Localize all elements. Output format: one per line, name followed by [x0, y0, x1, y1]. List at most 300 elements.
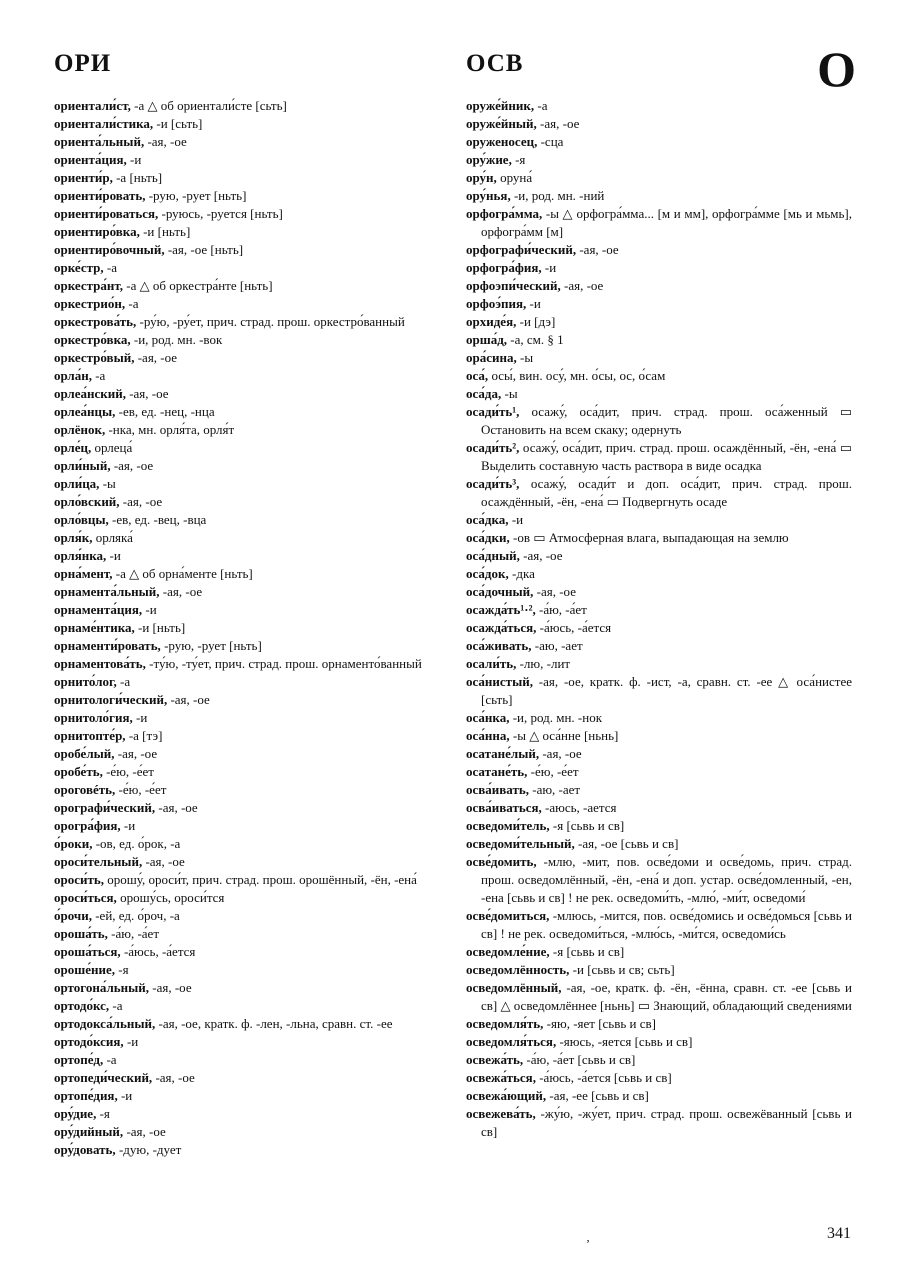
headword: осведомле́ние, [466, 944, 550, 959]
dictionary-entry [54, 421, 438, 439]
headword: оса́док, [466, 566, 509, 581]
entry-text: -ая, -ое [125, 386, 169, 401]
dictionary-entry [466, 133, 852, 151]
headword: осади́ть³, [466, 476, 520, 491]
headword: орля́к, [54, 530, 93, 545]
dictionary-entry [54, 1033, 438, 1051]
entry-text: -ая, -ое [152, 1070, 195, 1085]
entry-text: орлеца́ [91, 440, 133, 455]
dictionary-entry [54, 979, 438, 997]
dictionary-entry [54, 961, 438, 979]
entry-text: -я [114, 962, 129, 977]
entry-text: -яюсь, -яется [сьвь и св] [556, 1034, 693, 1049]
dictionary-entry [466, 619, 852, 637]
dictionary-entry [466, 331, 852, 349]
headword: орфогра́мма, [466, 206, 543, 221]
entry-text: -а [тэ] [125, 728, 163, 743]
headword: ору́н, [466, 170, 497, 185]
entry-text: -ая, -ое [119, 494, 163, 509]
entry-text: -и [508, 512, 524, 527]
dictionary-entry [54, 493, 438, 511]
headword: орле́ц, [54, 440, 92, 455]
dictionary-entry [54, 259, 438, 277]
dictionary-entry [466, 151, 852, 169]
headword: оса́дный, [466, 548, 520, 563]
entry-text: -ая, -ое, кратк. ф. -лен, -льна, сравн. ст. -ее [155, 1016, 393, 1031]
headword: орнитоло́гия, [54, 710, 133, 725]
entry-text: -аю, -ает [528, 782, 581, 797]
headword: ороси́ться, [54, 890, 117, 905]
entry-text: -а́юсь, -а́ется [536, 620, 612, 635]
entry-text: -и [дэ] [516, 314, 556, 329]
entry-text: -и [120, 818, 136, 833]
entry-text: -ы △ оса́нне [ньнь] [509, 728, 619, 743]
entry-text: -жу́ю, -жу́ет, прич. страд. прош. освежёванный [сьвь и св] [481, 1106, 852, 1139]
entry-text: -ов ▭ Атмосферная влага, выпадающая на землю [509, 530, 789, 545]
entry-text: -ая, -ое [134, 350, 178, 365]
dictionary-entry [54, 835, 438, 853]
headword: орлёнок, [54, 422, 106, 437]
footer-mark: ‚ [586, 1230, 590, 1244]
headword: орли́ный, [54, 458, 111, 473]
dictionary-entry [54, 1141, 438, 1159]
entry-text: -яю, -яет [сьвь и св] [543, 1016, 656, 1031]
entry-text: -ая, -ое [539, 746, 582, 761]
entry-text: -ы △ орфогра́мма... [м и мм], орфогра́мме [мь и мьмь], орфогра́мм [м] [481, 206, 852, 239]
headword: оруже́йник, [466, 98, 535, 113]
headword: осведомлённость, [466, 962, 570, 977]
entry-text: -а [125, 296, 139, 311]
dictionary-entry [466, 1033, 852, 1051]
headword: орнамента́льный, [54, 584, 160, 599]
dictionary-entry [466, 403, 852, 439]
entry-text: -ая, -ое [сьвь и св] [574, 836, 679, 851]
headword: ортодо́кс, [54, 998, 110, 1013]
dictionary-entry [54, 871, 438, 889]
dictionary-entry [54, 997, 438, 1015]
headword: осведомля́ть, [466, 1016, 544, 1031]
dictionary-entry [54, 439, 438, 457]
headword: ориентали́стика, [54, 116, 154, 131]
dictionary-entry [466, 817, 852, 835]
headword: осади́ть², [466, 440, 520, 455]
dictionary-entry [54, 511, 438, 529]
dictionary-entry [54, 1069, 438, 1087]
dictionary-entry [54, 1015, 438, 1033]
dictionary-entry [54, 799, 438, 817]
dictionary-entry [54, 169, 438, 187]
dictionary-entry [54, 97, 438, 115]
dictionary-entry [54, 1123, 438, 1141]
dictionary-entry [54, 133, 438, 151]
headword: орша́д, [466, 332, 508, 347]
headword: орла́н, [54, 368, 92, 383]
dictionary-entry [466, 655, 852, 673]
headword: ортогона́льный, [54, 980, 150, 995]
headword: орнамента́ция, [54, 602, 143, 617]
headword: оробе́ть, [54, 764, 103, 779]
headword: ортопеди́ческий, [54, 1070, 153, 1085]
headword: осали́ть, [466, 656, 517, 671]
entry-text: -и [541, 260, 557, 275]
headword: орографи́ческий, [54, 800, 156, 815]
dictionary-entry [466, 259, 852, 277]
entry-text: -и [526, 296, 541, 311]
dictionary-entry [466, 241, 852, 259]
dictionary-entry [466, 1015, 852, 1033]
headword: оса́нна, [466, 728, 510, 743]
dictionary-entry [466, 367, 852, 385]
dictionary-entry [54, 601, 438, 619]
headword: ортопе́дия, [54, 1088, 118, 1103]
dictionary-entry [466, 439, 852, 475]
entry-text: -и, род. мн. -нок [509, 710, 603, 725]
headword: о́роки, [54, 836, 93, 851]
dictionary-entry [54, 385, 438, 403]
headword: оса́дка, [466, 512, 509, 527]
dictionary-entry [54, 817, 438, 835]
dictionary-entry [54, 853, 438, 871]
entry-text: -аюсь, -ается [541, 800, 617, 815]
dictionary-entry [54, 727, 438, 745]
entry-text: -я [сьвь и св] [549, 944, 625, 959]
dictionary-entry [54, 403, 438, 421]
headword: ориентиро́вочный, [54, 242, 165, 257]
dictionary-entry [466, 727, 852, 745]
dictionary-entry [466, 1051, 852, 1069]
headword: орнитологи́ческий, [54, 692, 168, 707]
headword: ориентали́ст, [54, 98, 131, 113]
dictionary-entry [54, 1105, 438, 1123]
dictionary-entry [54, 547, 438, 565]
entry-text: -е́ю, -е́ет [527, 764, 579, 779]
dictionary-entry [54, 313, 438, 331]
entry-text: -лю, -лит [516, 656, 571, 671]
dictionary-entry [54, 223, 438, 241]
entry-text: -ы [501, 386, 518, 401]
entry-text: -а [109, 998, 123, 1013]
headword: ортодо́ксия, [54, 1034, 124, 1049]
headword: ороговéть, [54, 782, 116, 797]
entry-text: -ая, -ое [144, 134, 187, 149]
headword: орли́ца, [54, 476, 100, 491]
entry-text: -рую, -рует [ньть] [145, 188, 247, 203]
dictionary-entry [466, 511, 852, 529]
entry-text: -ев, ед. -вец, -вца [108, 512, 207, 527]
headword: ориента́ция, [54, 152, 127, 167]
dictionary-entry [466, 1069, 852, 1087]
entry-text: -дка [508, 566, 535, 581]
dictionary-entry [466, 907, 852, 943]
entry-text: -ая, -ое, кратк. ф. -ён, -ённа, сравн. ст. -ее [сьвь и св] △ осведомлённее [ньнь] ▭ Знающий, обладающий сведениями [481, 980, 852, 1013]
entry-text: -и, род. мн. -вок [130, 332, 223, 347]
headword: ортодокса́льный, [54, 1016, 156, 1031]
headword: орло́вский, [54, 494, 120, 509]
headword: оркестро́вка, [54, 332, 131, 347]
headword: осведомлённый, [466, 980, 562, 995]
headword: ору́дие, [54, 1106, 97, 1121]
dictionary-entry [54, 673, 438, 691]
entry-text: -ая, -ое [533, 584, 576, 599]
dictionary-entry [54, 331, 438, 349]
entry-text: -а △ об ориентали́сте [сьть] [130, 98, 287, 113]
headword: осве́домить, [466, 854, 537, 869]
dictionary-entry [466, 187, 852, 205]
headword: ору́дийный, [54, 1124, 124, 1139]
dictionary-entry [54, 457, 438, 475]
headword: орлеа́нцы, [54, 404, 116, 419]
entry-text: -и [106, 548, 121, 563]
headword: оса́нка, [466, 710, 510, 725]
entry-text: -и [117, 1088, 133, 1103]
headword: ориенти́роваться, [54, 206, 159, 221]
headword: оркестра́нт, [54, 278, 124, 293]
dictionary-entry [466, 835, 852, 853]
entry-text: -ев, ед. -нец, -нца [115, 404, 215, 419]
headword: оркестрио́н, [54, 296, 126, 311]
dictionary-entry [466, 115, 852, 133]
headword: оса́дки, [466, 530, 510, 545]
headword: оркестрова́ть, [54, 314, 137, 329]
entry-text: -а [91, 368, 106, 383]
dictionary-entry [466, 637, 852, 655]
entry-text: осажу́, оса́дит, прич. страд. прош. оса́женный ▭ Остановить на всем скаку; одернуть [481, 404, 852, 437]
headword: осведомля́ться, [466, 1034, 557, 1049]
headword: осатане́лый, [466, 746, 540, 761]
entry-text: орляка́ [92, 530, 133, 545]
dictionary-entry [54, 277, 438, 295]
dictionary-entry [466, 169, 852, 187]
dictionary-entry [466, 565, 852, 583]
entry-text: -ая, -ое [159, 584, 203, 599]
dictionary-entry [466, 1087, 852, 1105]
entry-text: -ая, -ое [142, 854, 185, 869]
headword: освежа́ющий, [466, 1088, 547, 1103]
dictionary-entry [466, 763, 852, 781]
left-running-head: ОРИ [54, 50, 112, 77]
entry-text: -и [126, 152, 142, 167]
entry-text: -млюсь, -мится, пов. осве́домись и осве́домься [сьвь и св] ! не рек. осведоми́ться, -млю́сь, -ми́тся, осведоми́сь [481, 908, 852, 941]
entry-text: -руюсь, -руется [ньть] [158, 206, 283, 221]
headword: оркестро́вый, [54, 350, 135, 365]
headword: осажда́ть¹·², [466, 602, 536, 617]
headword: ориента́льный, [54, 134, 145, 149]
dictionary-entry [54, 151, 438, 169]
dictionary-entry [54, 691, 438, 709]
headword: оса́дочный, [466, 584, 534, 599]
headword: орнито́лог, [54, 674, 117, 689]
dictionary-entry [466, 853, 852, 907]
headword: орогра́фия, [54, 818, 121, 833]
dictionary-entry [466, 313, 852, 331]
dictionary-entry [54, 763, 438, 781]
dictionary-entry [54, 781, 438, 799]
headword: оса́нистый, [466, 674, 533, 689]
headword: осве́домиться, [466, 908, 550, 923]
right-column [466, 97, 852, 1141]
dictionary-entry [54, 187, 438, 205]
dictionary-entry [466, 979, 852, 1015]
dictionary-entry [466, 583, 852, 601]
entry-text: -а́ю, -а́ет [107, 926, 160, 941]
page-number: 341 [827, 1225, 851, 1242]
dictionary-entry [54, 907, 438, 925]
entry-text: -а, см. § 1 [507, 332, 564, 347]
headword: оруже́йный, [466, 116, 537, 131]
headword: осажда́ться, [466, 620, 537, 635]
entry-text: -а [116, 674, 131, 689]
headword: оса́да, [466, 386, 502, 401]
dictionary-entry [466, 475, 852, 511]
dictionary-entry [54, 205, 438, 223]
headword: орнаментова́ть, [54, 656, 146, 671]
dictionary-entry [54, 1051, 438, 1069]
entry-text: -нка, мн. орля́та, орля́т [105, 422, 235, 437]
dictionary-entry [466, 799, 852, 817]
headword: ороша́ть, [54, 926, 108, 941]
dictionary-entry [466, 601, 852, 619]
entry-text: -сца [537, 134, 564, 149]
dictionary-entry [466, 709, 852, 727]
entry-text: -а́юсь, -а́ется [сьвь и св] [535, 1070, 672, 1085]
headword: осади́ть¹, [466, 404, 520, 419]
headword: оруженосец, [466, 134, 538, 149]
headword: орнаменти́ровать, [54, 638, 161, 653]
headword: ора́сина, [466, 350, 517, 365]
headword: ороси́тельный, [54, 854, 143, 869]
dictionary-entry [54, 655, 438, 673]
headword: осведоми́тель, [466, 818, 550, 833]
headword: о́рочи, [54, 908, 92, 923]
right-running-head: ОСВ [466, 50, 524, 77]
headword: ориенти́р, [54, 170, 113, 185]
entry-text: -ту́ю, -ту́ет, прич. страд. прош. орнаменто́ванный [145, 656, 422, 671]
headword: освежа́ться, [466, 1070, 536, 1085]
entry-text: -а [103, 260, 117, 275]
dictionary-entry [54, 925, 438, 943]
entry-text: -и [123, 1034, 139, 1049]
dictionary-entry [466, 205, 852, 241]
entry-text: -ы [516, 350, 534, 365]
headword: ориенти́ровать, [54, 188, 146, 203]
entry-text: -ая, -ое [114, 746, 158, 761]
dictionary-entry [54, 943, 438, 961]
entry-text: осы́, вин. осу́, мн. о́сы, ос, о́сам [488, 368, 666, 383]
dictionary-entry [466, 1105, 852, 1141]
entry-text: -ая, -ое, кратк. ф. -ист, -а, сравн. ст. -ее △ оса́нистее [сьть] [481, 674, 852, 707]
dictionary-entry [54, 241, 438, 259]
headword: орло́вцы, [54, 512, 109, 527]
headword: орнитопте́р, [54, 728, 126, 743]
headword: осатане́ть, [466, 764, 528, 779]
dictionary-entry [54, 745, 438, 763]
headword: орхиде́я, [466, 314, 517, 329]
headword: оса́, [466, 368, 489, 383]
entry-text: -и [ньть] [134, 620, 186, 635]
dictionary-entry [466, 745, 852, 763]
dictionary-entry [466, 529, 852, 547]
entry-text: -ая, -ое [536, 116, 580, 131]
entry-text: -е́ю, -е́ет [115, 782, 167, 797]
headword: ортопе́д, [54, 1052, 104, 1067]
entry-text: -а [534, 98, 548, 113]
headword: орке́стр, [54, 260, 104, 275]
entry-text: -я [96, 1106, 110, 1121]
entry-text: -ру́ю, -ру́ет, прич. страд. прош. оркестро́ванный [136, 314, 405, 329]
entry-text: -рую, -рует [ньть] [160, 638, 262, 653]
entry-text: осажу́, оса́дит, прич. страд. прош. осаждённый, -ён, -ена́ ▭ Выделить составную часть раствора в виде осадка [481, 440, 852, 473]
headword: оробе́лый, [54, 746, 115, 761]
dictionary-entry [54, 583, 438, 601]
dictionary-entry [54, 709, 438, 727]
entry-text: -и [132, 710, 148, 725]
headword: ороше́ние, [54, 962, 115, 977]
dictionary-entry [466, 547, 852, 565]
entry-text: -ая, -ое [123, 1124, 166, 1139]
entry-text: -ая, -ое [155, 800, 198, 815]
entry-text: -ов, ед. о́рок, -а [92, 836, 181, 851]
headword: осва́ивать, [466, 782, 529, 797]
dictionary-entry [466, 349, 852, 367]
dictionary-entry [54, 889, 438, 907]
headword: ороша́ться, [54, 944, 121, 959]
entry-text: орошу́, ороси́т, прич. страд. прош. орошённый, -ён, -ена́ [104, 872, 417, 887]
headword: осведоми́тельный, [466, 836, 575, 851]
headword: орлеа́нский, [54, 386, 126, 401]
headword: освежа́ть, [466, 1052, 524, 1067]
entry-text: -ая, -ее [сьвь и св] [546, 1088, 649, 1103]
headword: ору́жие, [466, 152, 512, 167]
headword: освежева́ть, [466, 1106, 536, 1121]
dictionary-entry [54, 529, 438, 547]
entry-text: -а́юсь, -а́ется [120, 944, 196, 959]
entry-text: -а [103, 1052, 117, 1067]
dictionary-entry [466, 277, 852, 295]
dictionary-entry [466, 673, 852, 709]
entry-text: -и [142, 602, 157, 617]
entry-text: -дую, -дует [115, 1142, 182, 1157]
entry-text: -и [сьть] [153, 116, 203, 131]
entry-text: -ая, -ое [519, 548, 563, 563]
headword: осва́иваться, [466, 800, 542, 815]
headword: орна́мент, [54, 566, 113, 581]
left-column [54, 97, 438, 1159]
headword: ору́довать, [54, 1142, 116, 1157]
section-letter: О [817, 41, 856, 97]
dictionary-entry [466, 961, 852, 979]
headword: оса́живать, [466, 638, 532, 653]
entry-text: -ая, -ое [560, 278, 604, 293]
entry-text: оруна́ [496, 170, 533, 185]
dictionary-entry [466, 781, 852, 799]
dictionary-entry [466, 97, 852, 115]
headword: ориентиро́вка, [54, 224, 140, 239]
entry-text: -ая, -ое [ньть] [164, 242, 244, 257]
entry-text: -а [ньть] [112, 170, 163, 185]
headword: ору́нья, [466, 188, 511, 203]
entry-text: осажу́, осади́т и доп. оса́дит, прич. страд. прош. осаждённый, -ён, -ена́ ▭ Подвергнуть осаде [481, 476, 852, 509]
dictionary-entry [54, 1087, 438, 1105]
entry-text: -а △ об орна́менте [ньть] [112, 566, 253, 581]
dictionary-entry [54, 115, 438, 133]
entry-text: -а △ об оркестра́нте [ньть] [123, 278, 273, 293]
headword: орфогра́фия, [466, 260, 542, 275]
entry-text: -ая, -ое [576, 242, 619, 257]
entry-text: -и, род. мн. -ний [510, 188, 605, 203]
entry-text: -млю, -мит, пов. осве́доми и осве́домь, прич. страд. прош. осведомлённый, -ён, -ена́ и доп. устар. осве́домленный, -ен, -ена [сьвь и св] ! не рек. осведоми́ть, -млю́, -ми́т, осведоми́ [481, 854, 852, 905]
dictionary-entry [466, 943, 852, 961]
entry-text: -ая, -ое [167, 692, 210, 707]
